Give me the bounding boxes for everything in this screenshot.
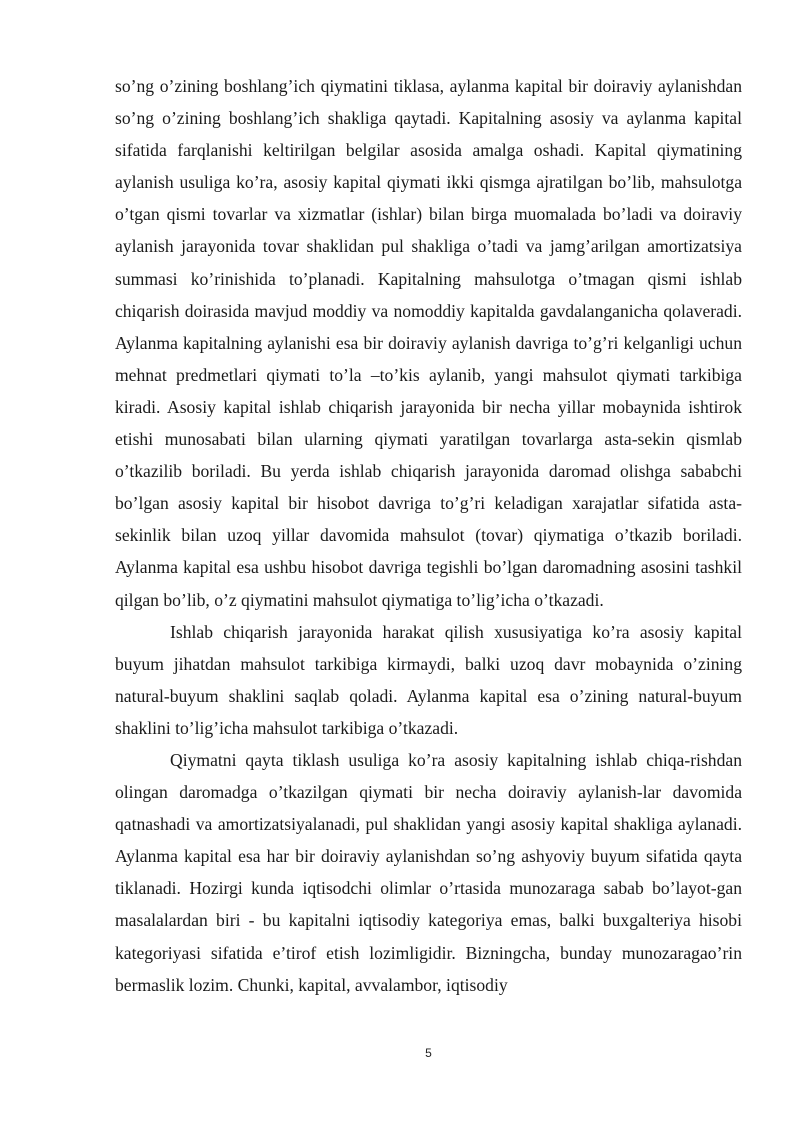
paragraph-3: Qiymatni qayta tiklash usuliga ko’ra asosiy kapitalning ishlab chiqa-rishdan olingan daromadga o’tkazilgan qiymati bir necha doiraviy aylanish-lar davomida qatnashadi va amortizatsiyalanadi, pul shaklidan yangi asosiy kapital shakliga aylanadi. Aylanma kapital esa har bir doiraviy aylanishdan so’ng ashyoviy buyum sifatida qayta tiklanadi. Hozirgi kunda iqtisodchi olimlar o’rtasida munozaraga sabab bo’layot-gan masalalardan biri - bu kapitalni iqtisodiy kategoriya emas, balki buxgalteriya hisobi kategoriyasi sifatida e’tirof etish lozimligidir. Bizningcha, bunday munozaragao’rin bermaslik lozim. Chunki, kapital, avvalambor, iqtisodiy <box>115 749 742 995</box>
page-number: 5 <box>425 1046 432 1060</box>
paragraph-2: Ishlab chiqarish jarayonida harakat qilish xususiyatiga ko’ra asosiy kapital buyum jihatdan mahsulot tarkibiga kirmaydi, balki uzoq davr mobaynida o’zining natural-buyum shaklini saqlab qoladi. Aylanma kapital esa o’zining natural-buyum shaklini to’lig’icha mahsulot tarkibiga o’tkazadi. <box>115 621 742 738</box>
body-text <box>115 70 742 1001</box>
paragraph-1: so’ng o’zining boshlang’ich qiymatini tiklasa, aylanma kapital bir doiraviy aylanishdan so’ng o’zining boshlang’ich shakliga qaytadi. Kapitalning asosiy va aylanma kapital sifatida farqlanishi keltirilgan belgilar asosida amalga oshadi. Kapital qiymatining aylanish usuliga ko’ra, asosiy kapital qiymati ikki qismga ajratilgan bo’lib, mahsulotga o’tgan qismi tovarlar va xizmatlar (ishlar) bilan birga muomalada bo’ladi va doiraviy aylanish jarayonida tovar shaklidan pul shakliga o’tadi va jamg’arilgan amortizatsiya summasi ko’rinishida to’planadi. Kapitalning mahsulotga o’tmagan qismi ishlab chiqarish doirasida mavjud moddiy va nomoddiy kapitalda gavdalanganicha qolaveradi. Aylanma kapitalning aylanishi esa bir doiraviy aylanish davriga to’g’ri kelganligi uchun mehnat predmetlari qiymati to’la –to’kis aylanib, yangi mahsulot qiymati tarkibiga kiradi. Asosiy kapital ishlab chiqarish jarayonida bir necha yillar mobaynida ishtirok etishi munosabati bilan ularning qiymati yaratilgan tovarlarga asta-sekin qismlab o’tkazilib boriladi. Bu yerda ishlab chiqarish jarayonida daromad olishga sababchi bo’lgan asosiy kapital bir hisobot davriga to’g’ri keladigan xarajatlar sifatida asta-sekinlik bilan uzoq yillar davomida mahsulot (tovar) qiymatiga o’tkazib boriladi. Aylanma kapital esa ushbu hisobot davriga tegishli bo’lgan daromadning asosini tashkil qilgan bo’lib, o’z qiymatini mahsulot qiymatiga to’lig’icha o’tkazadi. <box>115 76 742 610</box>
